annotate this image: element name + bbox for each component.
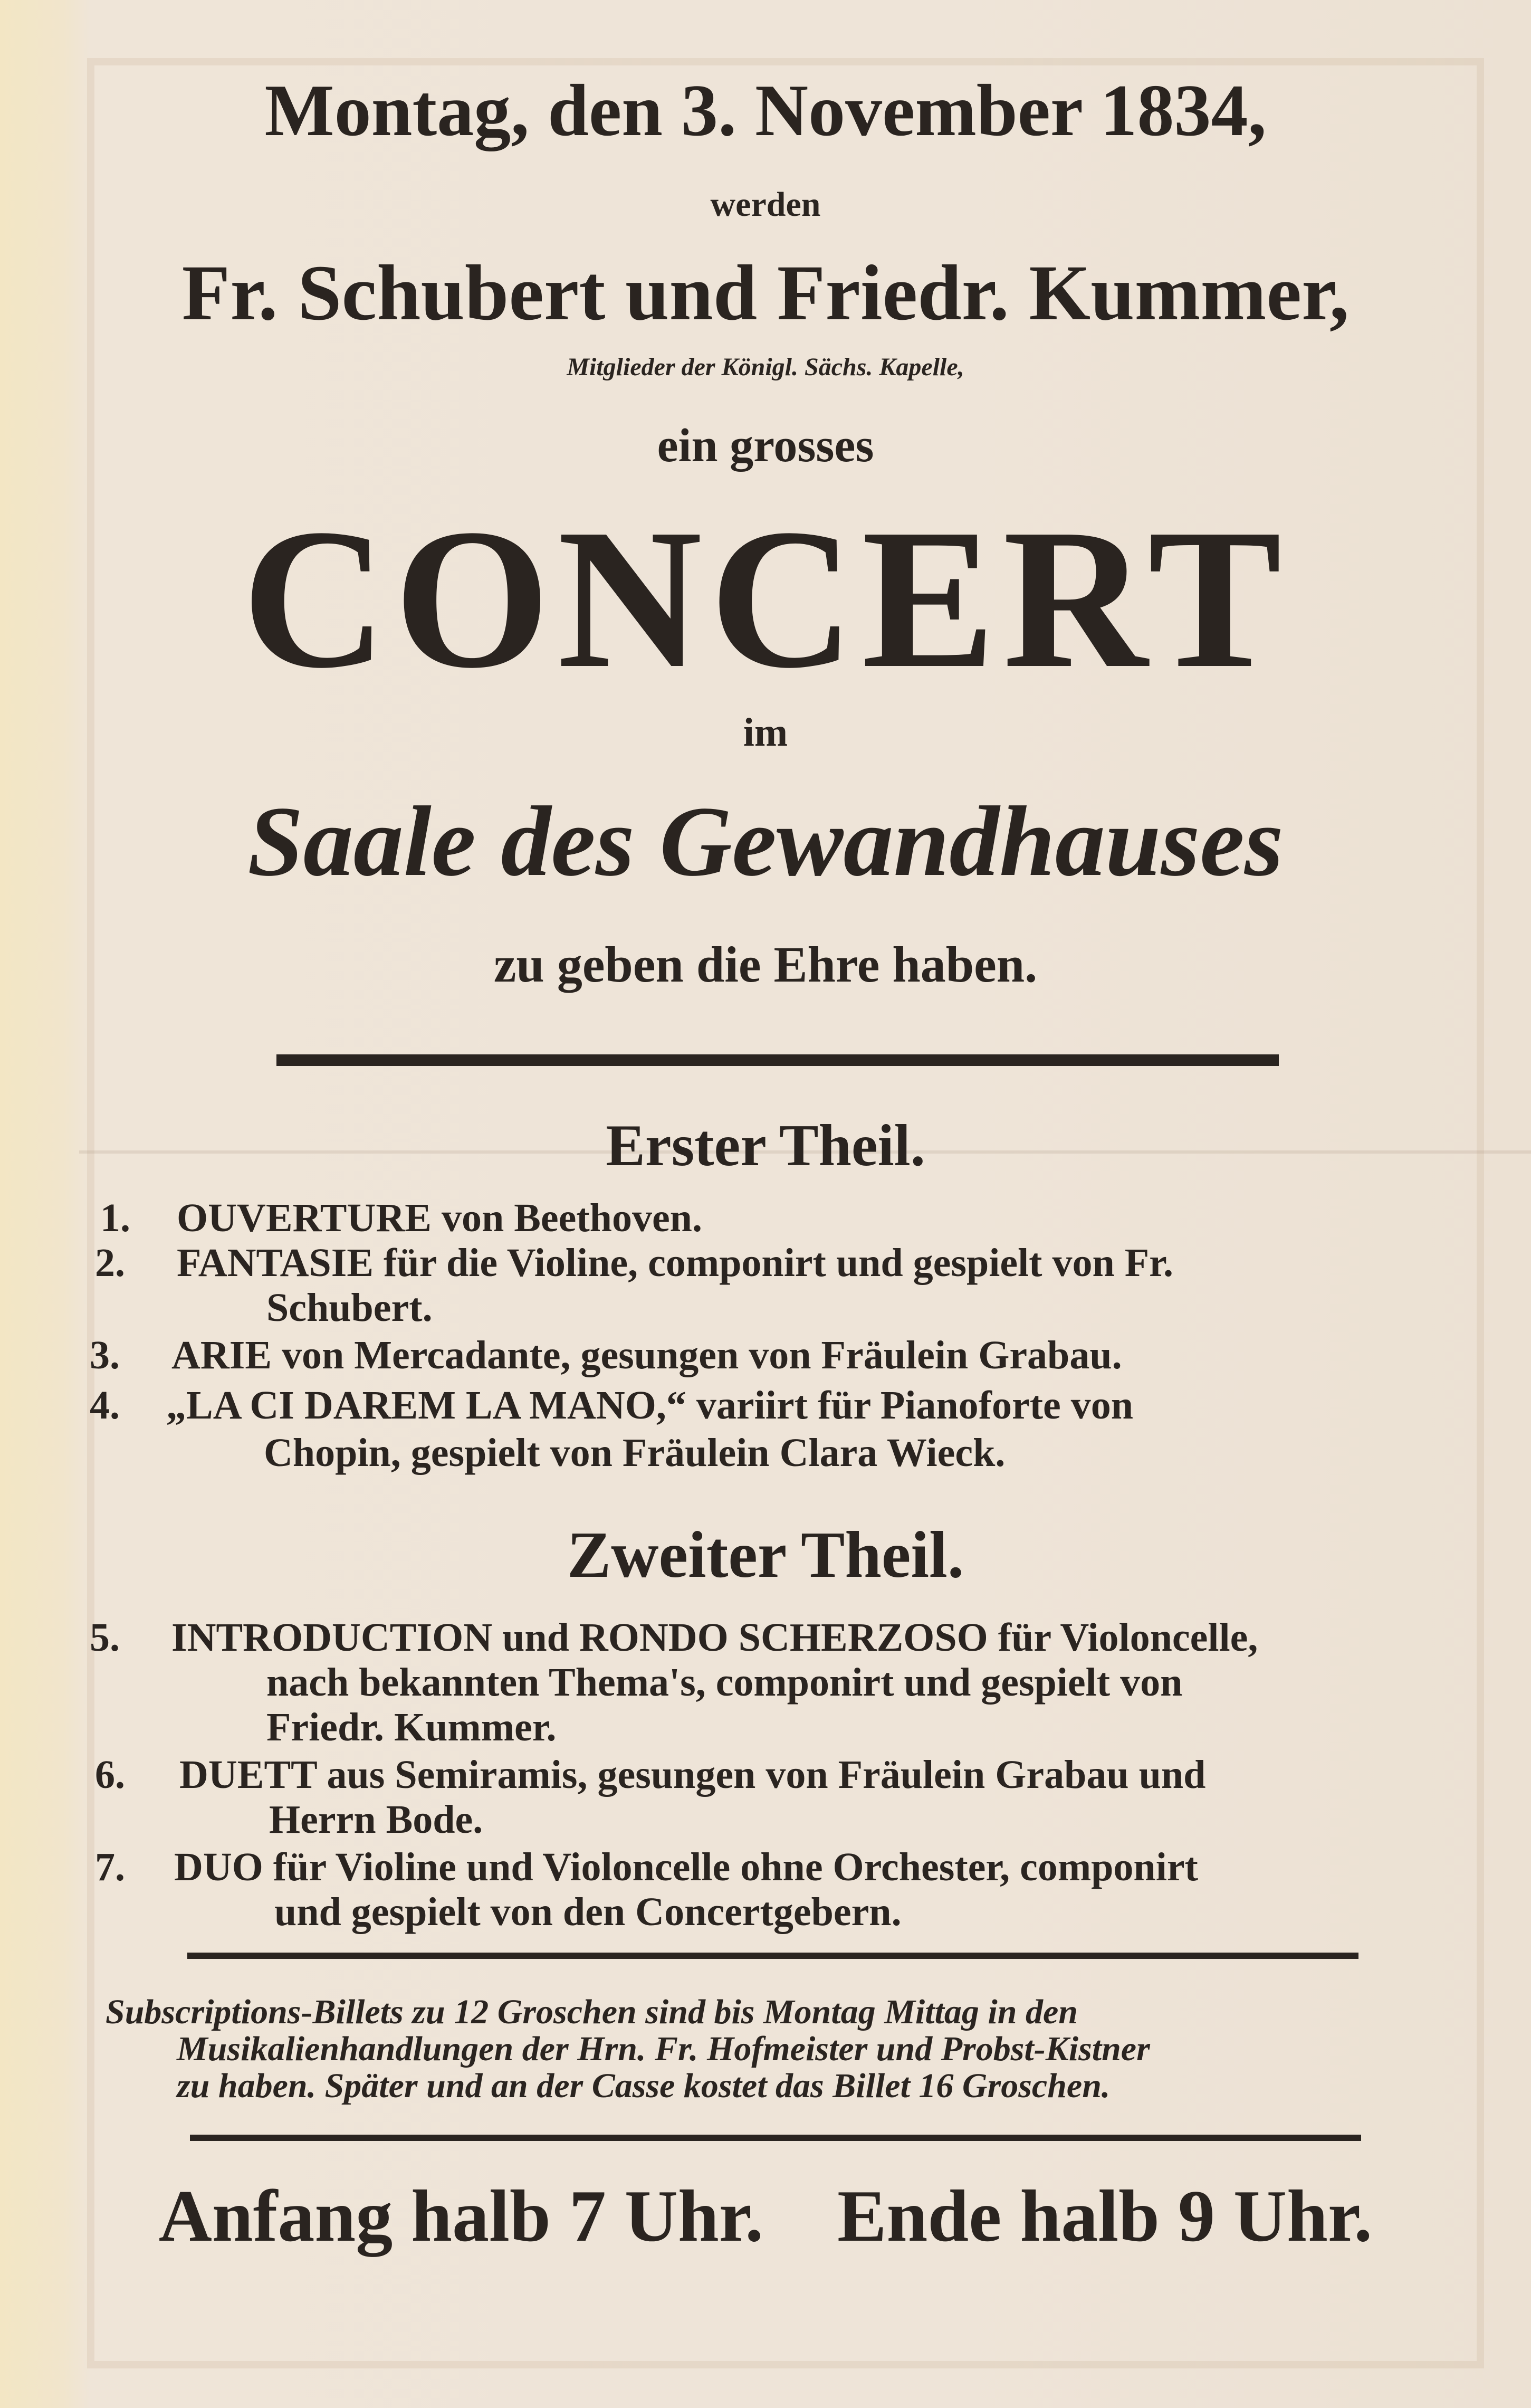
item-number: 3.: [90, 1333, 120, 1377]
item-number: 2.: [95, 1241, 125, 1285]
program-item: „LA CI DAREM LA MANO,“ variirt für Pianoforte von: [166, 1383, 1134, 1427]
program-item-cont: Herrn Bode.: [269, 1797, 483, 1842]
item-number: 1.: [100, 1196, 130, 1240]
program-item-cont: Friedr. Kummer.: [266, 1705, 557, 1749]
item-number: 5.: [90, 1615, 120, 1660]
ticket-info-line: Musikalienhandlungen der Hrn. Fr. Hofmeister und Probst-Kistner: [177, 2030, 1150, 2068]
concert-title: CONCERT: [242, 488, 1289, 710]
part2-title: Zweiter Theil.: [567, 1519, 964, 1592]
performers: Fr. Schubert und Friedr. Kummer,: [181, 249, 1350, 337]
ein-grosses: ein grosses: [657, 420, 874, 472]
ticket-info-line: Subscriptions-Billets zu 12 Groschen sind bis Montag Mittag in den: [106, 1993, 1078, 2031]
venue: Saale des Gewandhauses: [247, 786, 1284, 897]
item-number: 7.: [95, 1845, 125, 1889]
program-item-cont: und gespielt von den Concertgebern.: [274, 1890, 902, 1934]
footer-times: [0, 2175, 1531, 2257]
affiliation: Mitglieder der Königl. Sächs. Kapelle,: [567, 353, 964, 381]
part1-title: Erster Theil.: [606, 1113, 925, 1178]
divider: [187, 1953, 1358, 1959]
divider: [190, 2135, 1361, 2141]
program-item: INTRODUCTION und RONDO SCHERZOSO für Violoncelle,: [171, 1615, 1258, 1660]
im-text: im: [743, 710, 788, 755]
program-item-cont: Chopin, gespielt von Fräulein Clara Wieck.: [264, 1431, 1006, 1475]
item-number: 4.: [90, 1383, 120, 1427]
program-item: FANTASIE für die Violine, componirt und gespielt von Fr.: [177, 1241, 1173, 1285]
program-item: ARIE von Mercadante, gesungen von Fräulein Grabau.: [171, 1333, 1122, 1377]
ticket-info-line: zu haben. Später und an der Casse kostet das Billet 16 Groschen.: [177, 2067, 1111, 2105]
date-line: Montag, den 3. November 1834,: [264, 70, 1267, 151]
program-item: DUO für Violine und Violoncelle ohne Orchester, componirt: [174, 1845, 1198, 1889]
honor-text: zu geben die Ehre haben.: [493, 936, 1038, 993]
end-time: Ende halb 9 Uhr.: [837, 2175, 1373, 2257]
program-item-cont: nach bekannten Thema's, componirt und gespielt von: [266, 1660, 1183, 1705]
item-number: 6.: [95, 1753, 125, 1797]
start-time: Anfang halb 7 Uhr.: [158, 2175, 764, 2257]
program-item: OUVERTURE von Beethoven.: [177, 1196, 702, 1240]
werden-text: werden: [710, 185, 821, 224]
program-item-cont: Schubert.: [266, 1286, 433, 1330]
program-item: DUETT aus Semiramis, gesungen von Fräulein Grabau und: [179, 1753, 1206, 1797]
divider: [276, 1054, 1279, 1066]
